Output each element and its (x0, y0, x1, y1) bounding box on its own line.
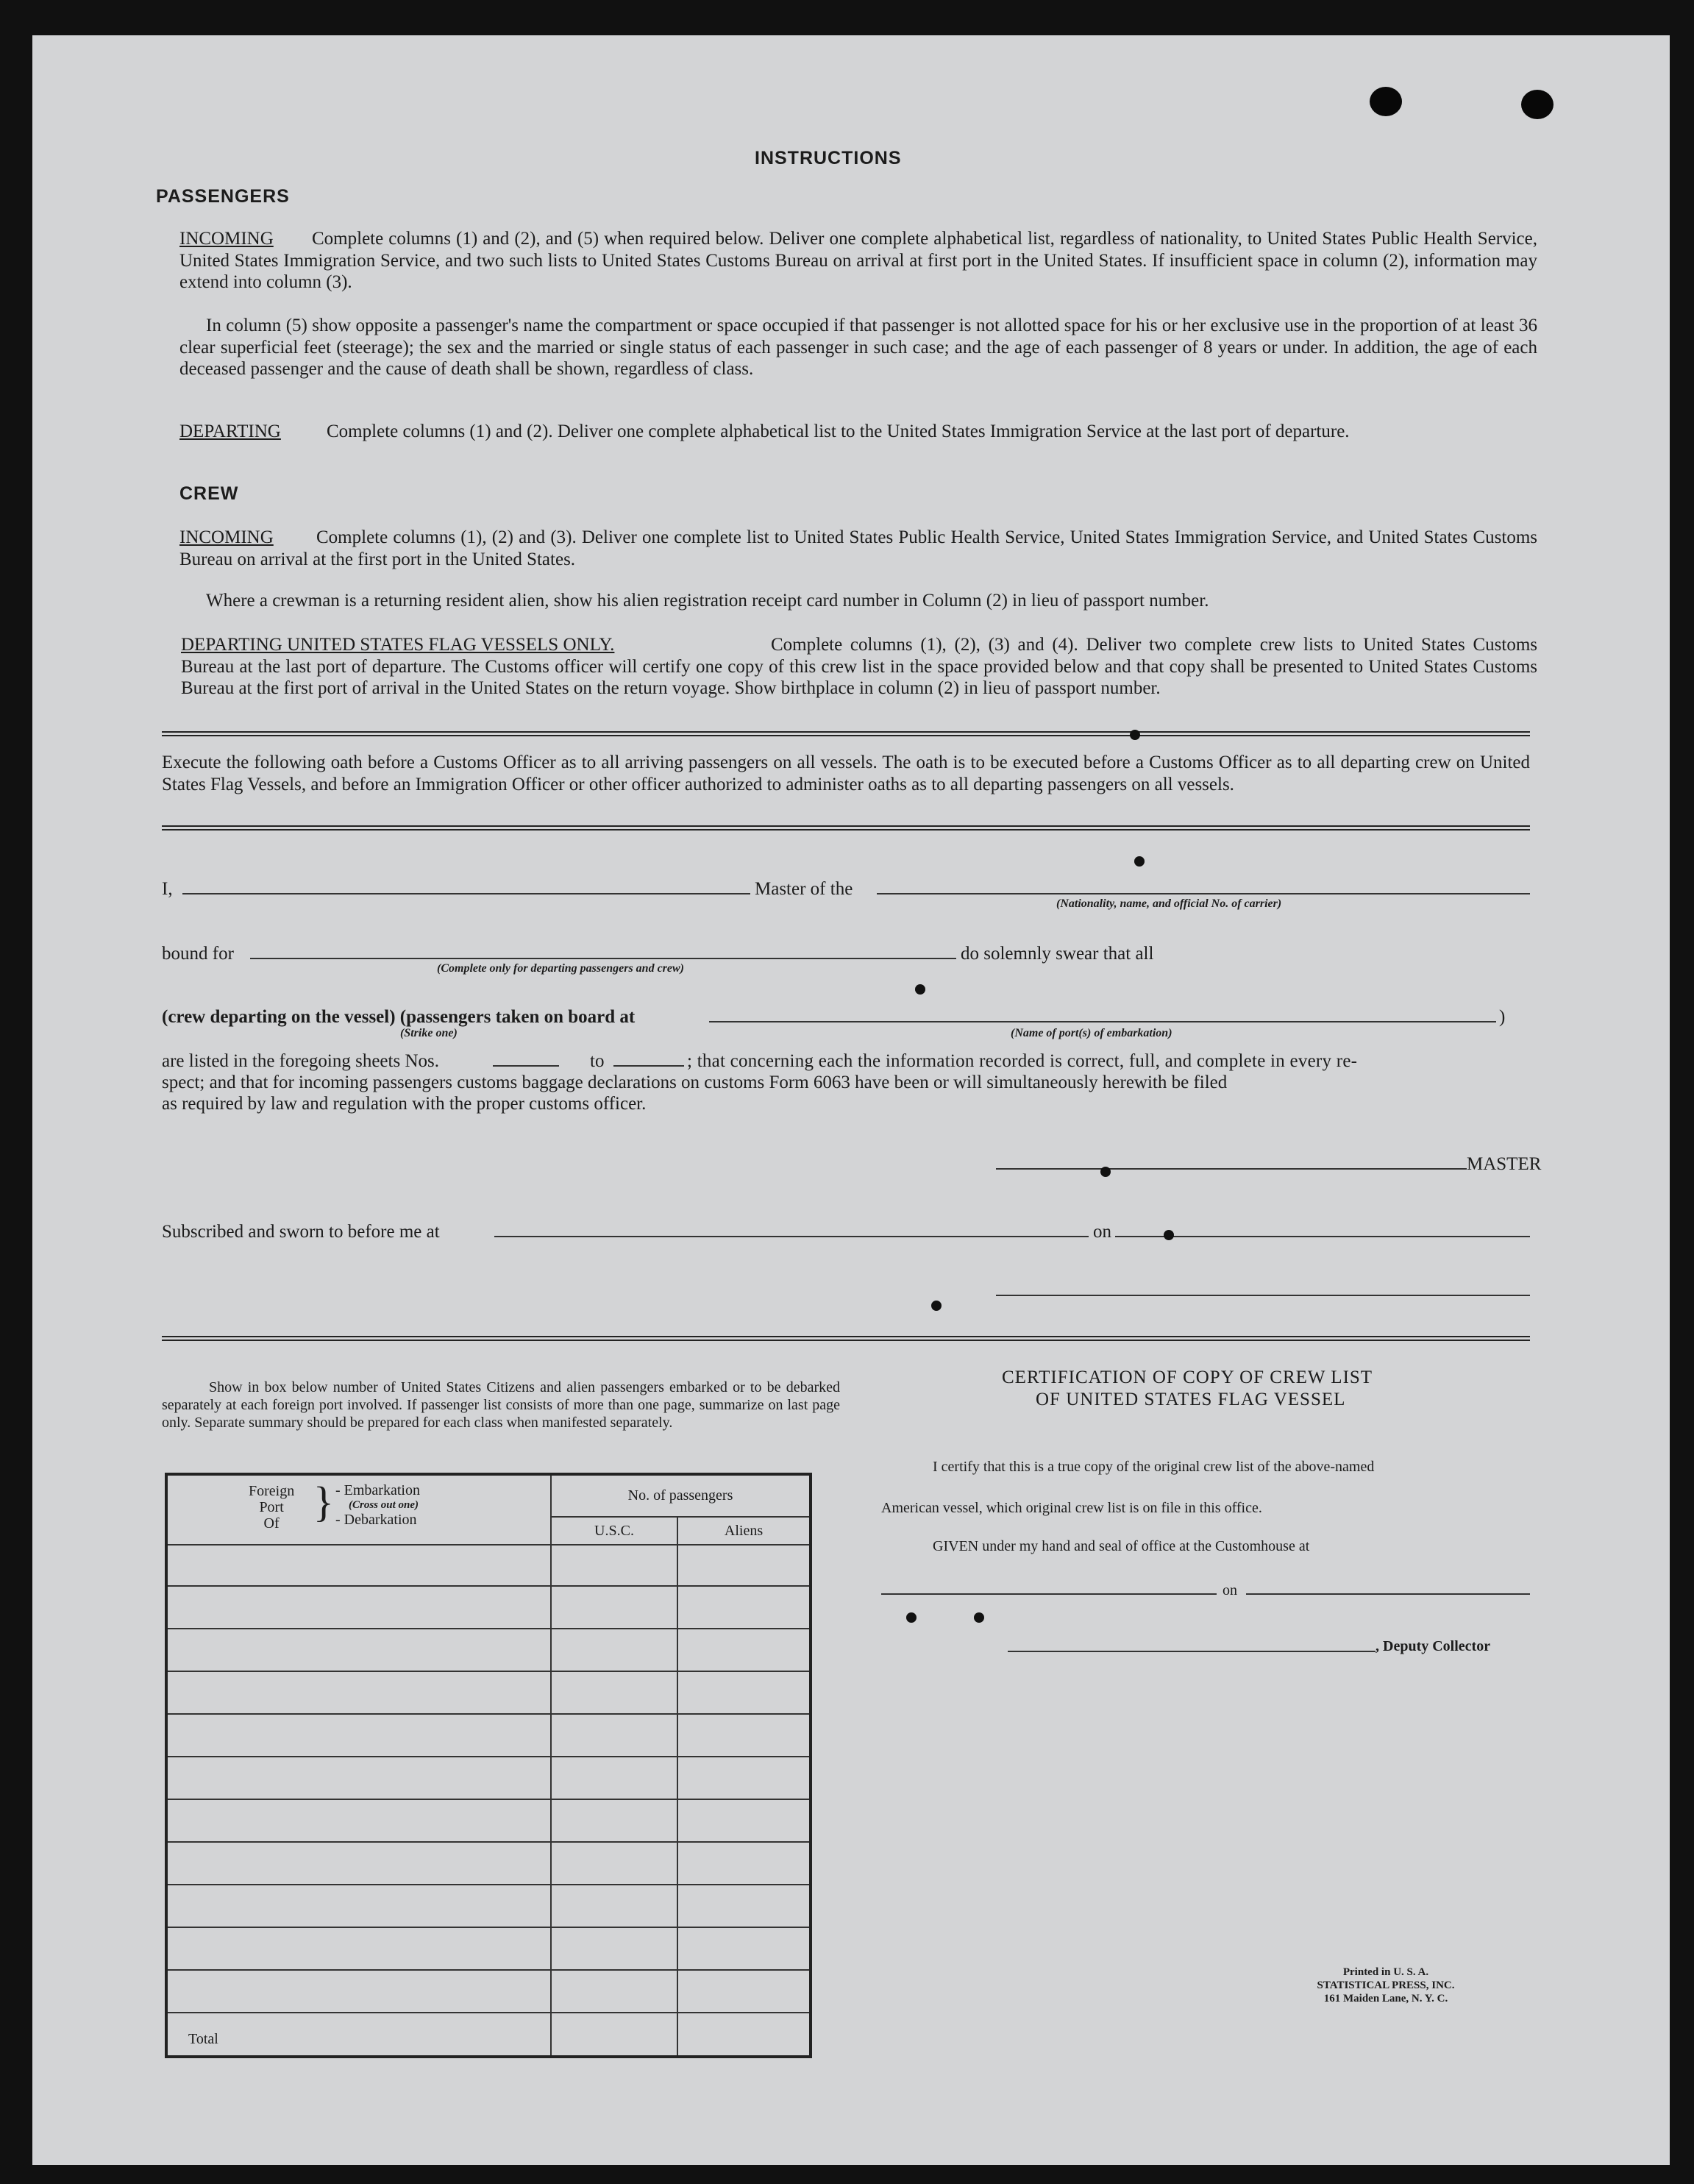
usc-cell[interactable] (551, 1799, 677, 1842)
port-cell[interactable] (166, 1586, 551, 1629)
brace-icon: } (313, 1478, 334, 1526)
divider-oath (162, 825, 1530, 830)
port-cell[interactable] (166, 1545, 551, 1586)
port-cell[interactable] (166, 1714, 551, 1757)
swear-text: do solemnly swear that all (961, 944, 1154, 964)
crew-incoming-label: INCOMING (179, 527, 274, 547)
passengers-incoming-text: Complete columns (1) and (2), and (5) when required below. Deliver one complete alphabetical list, regardless of nationality, to United States Public Health Service, United States Immigration Service, and two such lists to United States Customs Bureau on arrival at first port in the United States. If insufficient space in column (2), information may extend into column (3). (179, 229, 1537, 292)
usc-cell[interactable] (551, 1671, 677, 1714)
close-paren: ) (1499, 1007, 1506, 1027)
deputy-label: , Deputy Collector (1376, 1638, 1491, 1654)
aliens-cell[interactable] (677, 1842, 811, 1885)
ink-speck (974, 1612, 984, 1623)
foreign-label: Foreign (249, 1483, 295, 1499)
ink-speck (915, 984, 925, 995)
bound-for-field[interactable] (250, 958, 956, 959)
aliens-cell[interactable] (677, 1927, 811, 1970)
instructions-title: INSTRUCTIONS (755, 148, 902, 168)
crew-incoming-text: Complete columns (1), (2) and (3). Deliver one complete list to United States Public Health Service, United States Immigration Service, and United States Customs Bureau on arrival at the first port in the United States. (179, 527, 1537, 569)
subscribed-on-label: on (1093, 1222, 1111, 1242)
listed-line3: as required by law and regulation with the proper customs officer. (162, 1094, 647, 1114)
port-cell[interactable] (166, 1927, 551, 1970)
usc-cell[interactable] (551, 1927, 677, 1970)
foreign-port-header (166, 1474, 551, 1545)
listed-suffix: ; that concerning each the information recorded is correct, full, and complete in every re- (687, 1051, 1358, 1071)
strike-one-caption: (Strike one) (400, 1027, 458, 1039)
total-label: Total (166, 2013, 551, 2057)
usc-total-cell[interactable] (551, 2013, 677, 2057)
sheet-to-field[interactable] (613, 1065, 684, 1067)
port-label: Port (259, 1499, 284, 1515)
passengers-heading: PASSENGERS (156, 186, 290, 207)
customhouse-field[interactable] (881, 1593, 1217, 1595)
crew-departing-text: Complete columns (1), (2), (3) and (4). Deliver two complete crew lists to United States Customs Bureau at the last port of departure. The Customs officer will certify one copy of this crew list in the space provided below and that copy shall be presented to United States Customs Bureau at the first port of arrival in the United States on the return voyage. Show birthplace in column (2) in lieu of passport number. (181, 635, 1537, 698)
ink-speck (931, 1301, 942, 1311)
aliens-cell[interactable] (677, 1970, 811, 2013)
printer-line1: Printed in U. S. A. (1342, 1966, 1429, 1978)
port-cell[interactable] (166, 1799, 551, 1842)
port-cell[interactable] (166, 1671, 551, 1714)
table-row (166, 1885, 811, 1927)
aliens-cell[interactable] (677, 1714, 811, 1757)
total-row (166, 2013, 811, 2057)
port-cell[interactable] (166, 1629, 551, 1671)
certification-title-line2: OF UNITED STATES FLAG VESSEL (1036, 1390, 1346, 1409)
aliens-cell[interactable] (677, 1545, 811, 1586)
aliens-cell[interactable] (677, 1885, 811, 1927)
crew-heading: CREW (179, 483, 239, 504)
printer-imprint (1275, 1966, 1496, 2005)
bound-for-caption: (Complete only for departing passengers and crew) (437, 962, 684, 975)
debarkation-label: - Debarkation (335, 1512, 417, 1528)
table-row (166, 1586, 811, 1629)
ink-speck (1100, 1167, 1111, 1177)
usc-cell[interactable] (551, 1885, 677, 1927)
divider-bottom (162, 1336, 1530, 1341)
usc-cell[interactable] (551, 1629, 677, 1671)
aliens-cell[interactable] (677, 1757, 811, 1799)
oath-intro: Execute the following oath before a Customs Officer as to all arriving passengers on all vessels. The oath is to be executed before a Customs Officer as to all departing crew on United States Flag Vessels, and before an Immigration Officer or other officer authorized to administer oaths as to all departing passengers on all vessels. (162, 753, 1530, 794)
table-row (166, 1671, 811, 1714)
passenger-summary-table (165, 1473, 812, 2058)
ink-speck (1134, 856, 1145, 867)
cross-out-label: (Cross out one) (349, 1499, 419, 1511)
crew-resident-text: Where a crewman is a returning resident alien, show his alien registration receipt card number in Column (2) in lieu of passport number. (206, 591, 1209, 611)
printer-line2: STATISTICAL PRESS, INC. (1317, 1980, 1455, 1991)
table-row (166, 1545, 811, 1586)
summary-instructions: Show in box below number of United States Citizens and alien passengers embarked or to be debarked separately at each foreign port involved. If passenger list consists of more than one page, summarize on last page only. Separate summary should be prepared for each class when manifested separately. (162, 1379, 840, 1431)
passengers-incoming-label: INCOMING (179, 229, 274, 249)
printer-line3: 161 Maiden Lane, N. Y. C. (1323, 1993, 1448, 2005)
port-cell[interactable] (166, 1757, 551, 1799)
usc-cell[interactable] (551, 1757, 677, 1799)
aliens-cell[interactable] (677, 1799, 811, 1842)
certify-line1: I certify that this is a true copy of the original crew list of the above-named (933, 1459, 1375, 1475)
listed-line2: spect; and that for incoming passengers customs baggage declarations on customs Form 6063 have been or will simultaneously herewith be filed (162, 1073, 1228, 1092)
form-page (32, 35, 1670, 2165)
subscribed-date-field[interactable] (1115, 1236, 1530, 1237)
usc-cell[interactable] (551, 1970, 677, 2013)
table-row (166, 1714, 811, 1757)
oath-i-label: I, (162, 879, 173, 899)
subscribed-place-field[interactable] (494, 1236, 1089, 1237)
table-row (166, 1927, 811, 1970)
crew-departing-label: DEPARTING UNITED STATES FLAG VESSELS ONLY. (181, 635, 615, 655)
master-label: MASTER (1467, 1154, 1542, 1174)
master-signature-field[interactable] (996, 1168, 1467, 1170)
passengers-departing-text: Complete columns (1) and (2). Deliver one complete alphabetical list to the United States Immigration Service at the last port of departure. (327, 421, 1350, 441)
certification-date-field[interactable] (1246, 1593, 1530, 1595)
divider-top (162, 731, 1530, 736)
aliens-total-cell[interactable] (677, 2013, 811, 2057)
embarkation-label: - Embarkation (335, 1482, 420, 1498)
listed-prefix: are listed in the foregoing sheets Nos. (162, 1051, 439, 1071)
passengers-departing-label: DEPARTING (179, 421, 281, 441)
table-row (166, 1757, 811, 1799)
table-row (166, 1799, 811, 1842)
ink-speck (1164, 1230, 1174, 1240)
aliens-cell[interactable] (677, 1586, 811, 1629)
aliens-cell[interactable] (677, 1671, 811, 1714)
aliens-header: Aliens (677, 1517, 811, 1545)
punch-hole-left (1370, 87, 1402, 116)
no-of-passengers-header: No. of passengers (551, 1474, 811, 1517)
bound-for-label: bound for (162, 944, 234, 964)
sheet-from-field[interactable] (493, 1065, 559, 1067)
punch-hole-right (1521, 90, 1554, 119)
usc-cell[interactable] (551, 1842, 677, 1885)
ports-caption: (Name of port(s) of embarkation) (1011, 1027, 1172, 1039)
table-row (166, 1842, 811, 1885)
officer-signature-field[interactable] (996, 1295, 1530, 1296)
embarkation-ports-field[interactable] (709, 1021, 1496, 1022)
subscribed-label: Subscribed and sworn to before me at (162, 1222, 440, 1242)
certification-on-label: on (1223, 1582, 1237, 1598)
carrier-caption: (Nationality, name, and official No. of carrier) (1056, 897, 1282, 910)
master-of-label: Master of the (755, 879, 853, 899)
table-row (166, 1629, 811, 1671)
carrier-field[interactable] (877, 893, 1530, 894)
certify-line2: American vessel, which original crew list is on file in this office. (881, 1500, 1262, 1516)
table-row (166, 1970, 811, 2013)
passengers-column5-text: In column (5) show opposite a passenger's name the compartment or space occupied if that passenger is not allotted space for his or her exclusive use in the proportion of at least 36 clear superficial feet (steerage); the sex and the married or single status of each passenger in such case; and the age of each passenger of 8 years or under. In addition, the age of each deceased passenger and the cause of death shall be shown, regardless of class. (179, 316, 1537, 379)
usc-cell[interactable] (551, 1714, 677, 1757)
deputy-signature-field[interactable] (1008, 1651, 1376, 1652)
ink-speck (1130, 730, 1140, 740)
certification-title-line1: CERTIFICATION OF COPY OF CREW LIST (1002, 1367, 1373, 1387)
given-text: GIVEN under my hand and seal of office at the Customhouse at (933, 1538, 1310, 1554)
port-cell[interactable] (166, 1970, 551, 2013)
usc-header: U.S.C. (551, 1517, 677, 1545)
listed-to: to (590, 1051, 605, 1071)
ink-speck (906, 1612, 917, 1623)
usc-cell[interactable] (551, 1586, 677, 1629)
master-name-field[interactable] (182, 893, 750, 894)
aliens-cell[interactable] (677, 1629, 811, 1671)
usc-cell[interactable] (551, 1545, 677, 1586)
crew-departing-text-oath: (crew departing on the vessel) (passengers taken on board at (162, 1007, 636, 1027)
port-cell[interactable] (166, 1842, 551, 1885)
of-label: Of (263, 1515, 280, 1532)
port-cell[interactable] (166, 1885, 551, 1927)
